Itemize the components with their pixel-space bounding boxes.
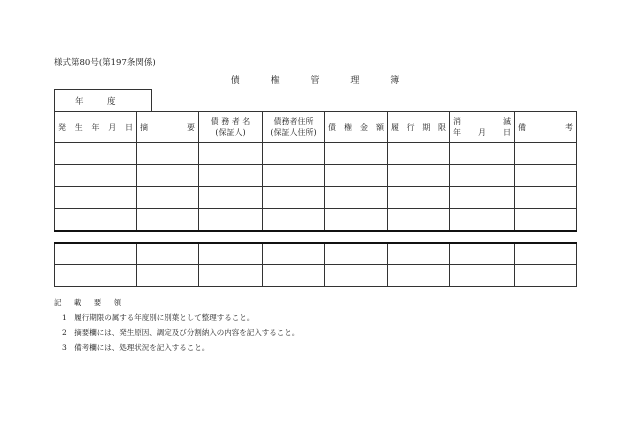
title-char: 管 <box>310 76 320 86</box>
table-cell[interactable] <box>325 243 388 265</box>
table-cell[interactable] <box>515 265 577 287</box>
title-char: 理 <box>350 76 360 86</box>
table-row <box>55 143 577 165</box>
entry-guidelines <box>54 295 299 355</box>
header-char: 月 <box>108 122 117 132</box>
header-char: 限 <box>437 122 446 132</box>
header-char: 消 <box>453 117 461 126</box>
header-remarks <box>515 112 577 143</box>
table-cell[interactable] <box>325 187 388 209</box>
header-char: 摘 <box>140 122 148 132</box>
table-cell[interactable] <box>199 209 263 231</box>
table-cell[interactable] <box>137 187 199 209</box>
heading-char: 要 <box>93 298 102 307</box>
table-cell[interactable] <box>450 187 515 209</box>
header-char: 履 <box>391 122 399 132</box>
table-cell[interactable] <box>263 243 325 265</box>
table-cell[interactable] <box>388 143 450 165</box>
table-row <box>55 265 577 287</box>
header-extinction-date <box>450 112 515 143</box>
table-cell[interactable] <box>325 165 388 187</box>
form-number: 様式第80号(第197条関係) <box>54 58 156 68</box>
header-debtor-address <box>263 112 325 143</box>
ledger-title <box>0 73 630 86</box>
header-due-date <box>388 112 450 143</box>
table-cell[interactable] <box>137 209 199 231</box>
table-cell[interactable] <box>137 143 199 165</box>
table-cell[interactable] <box>199 143 263 165</box>
table-cell[interactable] <box>325 265 388 287</box>
table-cell[interactable] <box>199 243 263 265</box>
heading-char: 記 <box>54 298 62 307</box>
heading-char: 載 <box>73 298 82 307</box>
header-line: 債 務 者 名 <box>210 117 251 126</box>
fiscal-year-box <box>54 89 152 111</box>
table-cell[interactable] <box>199 187 263 209</box>
table-cell[interactable] <box>55 165 137 187</box>
table-row <box>55 209 577 231</box>
header-char: 要 <box>187 122 195 132</box>
header-line: 債務者住所 <box>273 117 314 126</box>
table-cell[interactable] <box>515 187 577 209</box>
table-cell[interactable] <box>515 143 577 165</box>
header-row <box>55 112 577 143</box>
header-debtor-name <box>199 112 263 143</box>
table-cell[interactable] <box>388 265 450 287</box>
table-cell[interactable] <box>137 243 199 265</box>
table-cell[interactable] <box>55 265 137 287</box>
table-cell[interactable] <box>388 209 450 231</box>
table-cell[interactable] <box>388 243 450 265</box>
header-summary <box>137 112 199 143</box>
header-char: 滅 <box>503 117 511 126</box>
title-char: 簿 <box>390 76 400 86</box>
year-label: 度 <box>107 97 116 107</box>
table-cell[interactable] <box>450 265 515 287</box>
table-cell[interactable] <box>199 265 263 287</box>
header-line: (保証人) <box>215 128 246 137</box>
year-label: 年 <box>75 97 84 107</box>
guideline-item: 1 履行期限の属する年度別に別葉として整理すること。 <box>62 313 255 322</box>
title-char: 権 <box>270 76 280 86</box>
table-cell[interactable] <box>388 187 450 209</box>
header-char: 日 <box>503 128 511 137</box>
header-claim-amount <box>325 112 388 143</box>
header-char: 年 <box>453 128 461 137</box>
header-char: 期 <box>422 122 431 132</box>
table-cell[interactable] <box>450 243 515 265</box>
header-occurrence-date <box>55 112 137 143</box>
table-cell[interactable] <box>263 143 325 165</box>
table-cell[interactable] <box>199 165 263 187</box>
table-row <box>55 187 577 209</box>
header-char: 日 <box>125 122 133 132</box>
table-row <box>55 165 577 187</box>
header-line: (保証人住所) <box>270 128 317 137</box>
header-char: 月 <box>478 128 486 137</box>
table-cell[interactable] <box>263 187 325 209</box>
header-char: 債 <box>328 122 336 132</box>
table-cell[interactable] <box>325 143 388 165</box>
separator-row <box>55 231 577 243</box>
table-row <box>55 243 577 265</box>
table-cell[interactable] <box>55 209 137 231</box>
header-char: 額 <box>376 122 384 132</box>
table-cell[interactable] <box>55 187 137 209</box>
table-cell[interactable] <box>55 143 137 165</box>
table-cell[interactable] <box>450 209 515 231</box>
guideline-item: 3 備考欄には、処理状況を記入すること。 <box>62 343 210 352</box>
table-cell[interactable] <box>325 209 388 231</box>
table-cell[interactable] <box>515 243 577 265</box>
table-cell[interactable] <box>388 165 450 187</box>
table-cell[interactable] <box>450 165 515 187</box>
ledger-table <box>54 111 577 287</box>
double-rule <box>55 231 577 243</box>
guidelines-heading <box>54 295 299 310</box>
table-cell[interactable] <box>263 265 325 287</box>
header-char: 行 <box>406 122 415 132</box>
guideline-item: 2 摘要欄には、発生原因、調定及び分割納入の内容を記入すること。 <box>62 328 300 337</box>
header-char: 発 <box>58 122 66 132</box>
header-char: 権 <box>344 122 352 132</box>
table-cell[interactable] <box>263 165 325 187</box>
table-cell[interactable] <box>55 243 137 265</box>
header-char: 年 <box>91 122 100 132</box>
heading-char: 領 <box>113 298 122 307</box>
table-cell[interactable] <box>450 143 515 165</box>
header-char: 金 <box>360 122 368 132</box>
title-char: 債 <box>230 76 240 86</box>
header-char: 備 <box>518 122 526 132</box>
table-cell[interactable] <box>515 209 577 231</box>
table-cell[interactable] <box>137 265 199 287</box>
table-cell[interactable] <box>515 165 577 187</box>
header-char: 考 <box>565 122 573 132</box>
table-cell[interactable] <box>137 165 199 187</box>
header-char: 生 <box>74 122 83 132</box>
table-cell[interactable] <box>263 209 325 231</box>
